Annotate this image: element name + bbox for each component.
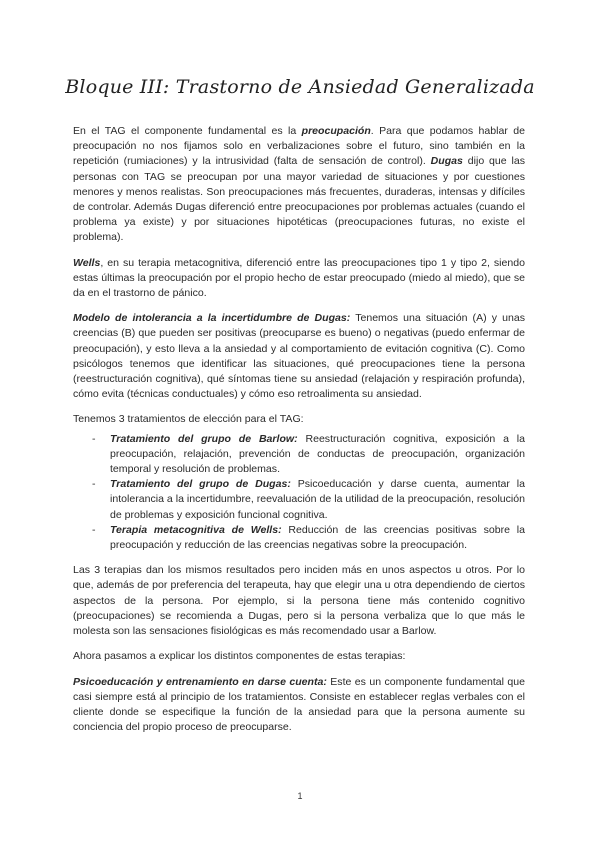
page-title: Bloque III: Trastorno de Ansiedad Generalizada (65, 76, 535, 98)
paragraph-psychoeducation (73, 675, 525, 736)
paragraph-treatments-intro: Tenemos 3 tratamientos de elección para el TAG: (73, 413, 304, 426)
paragraph-dugas-model (73, 311, 525, 402)
text-run: Tenemos una situación (A) y unas creencias (B) que pueden ser positivas (preocuparse es bueno) o negativas (puedo enfermar de preocupación), y esto lleva a la ansiedad y al comportamiento de evitación cognitiva (C). Como psicólogos tenemos que identificar las situaciones, qué preocupaciones tiene la persona (reestructuración cognitiva), qué síntomas tiene su ansiedad (relajación y respiración profunda), cómo evita (técnicas conductuales) y cómo eso retroalimenta su ansiedad. (73, 312, 525, 401)
list-dash: - (92, 478, 96, 491)
list-item (73, 523, 525, 553)
emphasis-dugas-model: Modelo de intolerancia a la incertidumbre de Dugas: (73, 312, 351, 325)
treatment-text: Psicoeducación y darse cuenta, aumentar la intolerancia a la incertidumbre, reevaluación de la utilidad de la preocupación, resolución de problemas y exposición funcional cognitiva. (110, 478, 525, 521)
text-run: En el TAG el componente fundamental es la (73, 125, 302, 137)
list-dash: - (92, 432, 96, 445)
emphasis-preocupacion: preocupación (301, 125, 371, 137)
treatment-text: Reducción de las creencias positivas sobre la preocupación y reducción de las creencias negativas sobre la preocupación. (110, 523, 525, 552)
text-run: dijo que las personas con TAG se preocupan por una mayor variedad de situaciones y por cuestiones menores y menos realistas. Son preocupaciones más frecuentes, duraderas, intensas y difíciles de controlar. Además Dugas diferenció entre preocupaciones por problemas actuales (cuando el problema ya existe) y por situaciones hipotéticas (preocupaciones futuras, no existe el problema). (73, 155, 525, 244)
page-number: 1 (297, 791, 303, 801)
emphasis-dugas: Dugas (430, 155, 463, 168)
text-run: , en su terapia metacognitiva, diferenció entre las preocupaciones tipo 1 y tipo 2, siendo estas últimas la preocupación por el propio hecho de estar preocupado (miedo al miedo), que se da en el trastorno de pánico. (73, 256, 525, 300)
emphasis-psychoeducation: Psicoeducación y entrenamiento en darse cuenta: (73, 675, 327, 688)
list-dash: - (92, 523, 96, 536)
list-item (73, 432, 525, 478)
treatments-list (73, 432, 525, 554)
treatment-label: Tratamiento del grupo de Dugas: (110, 478, 291, 491)
treatment-text: Reestructuración cognitiva, exposición a la preocupación, relajación, prevención de conductas de preocupación, organización temporal y resolución de problemas. (110, 432, 525, 476)
paragraph-tag-intro (73, 124, 525, 246)
treatment-label: Tratamiento del grupo de Barlow: (110, 432, 298, 445)
list-item (73, 477, 525, 523)
emphasis-wells: Wells (73, 256, 101, 269)
paragraph-wells (73, 256, 525, 302)
treatment-label: Terapia metacognitiva de Wells: (110, 523, 282, 536)
paragraph-components-intro: Ahora pasamos a explicar los distintos componentes de estas terapias: (73, 650, 406, 663)
text-run: . Para que podamos hablar de preocupación no nos fijamos solo en verbalizaciones sobre el futuro, sino también en la repetición (rumiaciones) y la intrusividad (falta de sensación de control). (73, 125, 525, 168)
paragraph-therapy-comparison: Las 3 terapias dan los mismos resultados pero inciden más en unos aspectos u otros. Por lo que, además de por preferencia del terapeuta, hay que elegir una u otra dependiendo de ciertos aspectos de la persona. Por ejemplo, si la persona tiene más contenido cognitivo (preocupaciones) se recomienda a Dugas, pero si la persona verbaliza que lo que más le molesta son las sensaciones fisiológicas es más recomendado usar a Barlow. (73, 564, 525, 638)
text-run: Este es un componente fundamental que casi siempre está al principio de los tratamientos. Consiste en establecer reglas verbales con el cliente donde se especifique la función de la ansiedad para que la persona aumente su conciencia del propio proceso de preocuparse. (73, 675, 525, 734)
document-body (73, 124, 525, 745)
